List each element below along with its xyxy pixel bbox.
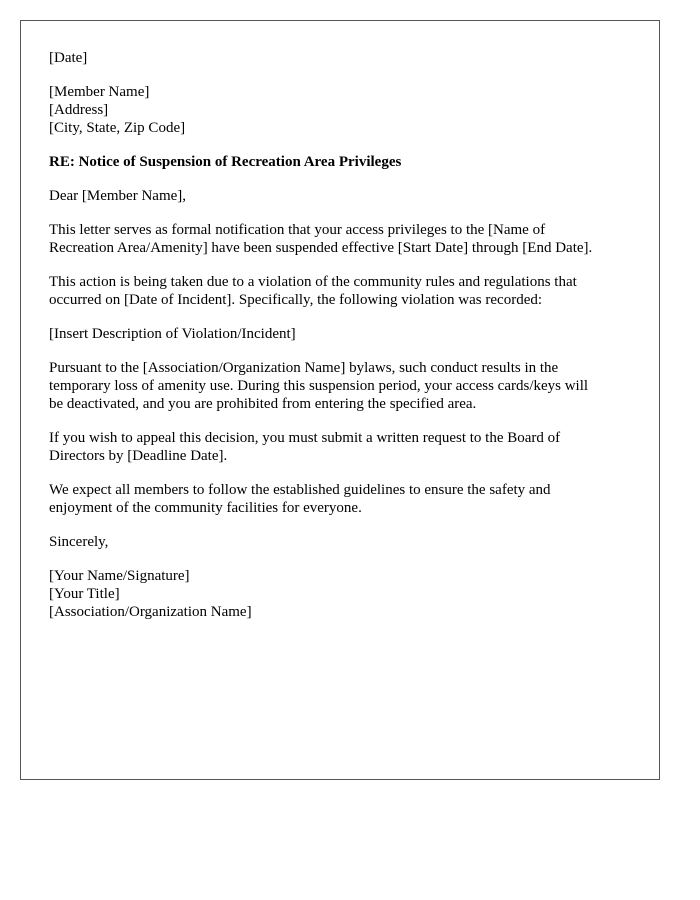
- paragraph-appeal: [49, 429, 639, 465]
- letter-page: [20, 20, 660, 780]
- letter-content: [49, 49, 639, 637]
- date-block: [49, 49, 639, 67]
- paragraph-line: enjoyment of the community facilities for everyone.: [49, 500, 362, 516]
- closing-block: [49, 533, 639, 551]
- paragraph-line: This action is being taken due to a violation of the community rules and regulations that: [49, 274, 577, 290]
- recipient-address: [Address]: [49, 102, 109, 118]
- paragraph-violation-description: [49, 325, 639, 343]
- paragraph-expectations: [49, 481, 639, 517]
- subject-line: [49, 153, 639, 171]
- paragraph-line: We expect all members to follow the established guidelines to ensure the safety and: [49, 482, 551, 498]
- paragraph-line: Recreation Area/Amenity] have been suspended effective [Start Date] through [End Date].: [49, 240, 593, 256]
- paragraph-line: occurred on [Date of Incident]. Specifically, the following violation was recorded:: [49, 292, 543, 308]
- salutation-block: [49, 187, 639, 205]
- paragraph-reason: [49, 273, 639, 309]
- signature-name: [Your Name/Signature]: [49, 568, 190, 584]
- paragraph-line: This letter serves as formal notification that your access privileges to the [Name of: [49, 222, 546, 238]
- signature-block: [49, 567, 639, 621]
- paragraph-notification: [49, 221, 639, 257]
- paragraph-bylaws: [49, 359, 639, 413]
- recipient-city-state-zip: [City, State, Zip Code]: [49, 120, 186, 136]
- closing: Sincerely,: [49, 534, 109, 550]
- subject-text: RE: Notice of Suspension of Recreation Area Privileges: [49, 154, 402, 170]
- recipient-block: [49, 83, 639, 137]
- paragraph-line: Directors by [Deadline Date].: [49, 448, 228, 464]
- letter-date: [Date]: [49, 50, 88, 66]
- paragraph-line: temporary loss of amenity use. During this suspension period, your access cards/keys will: [49, 378, 589, 394]
- paragraph-line: If you wish to appeal this decision, you must submit a written request to the Board of: [49, 430, 561, 446]
- paragraph-line: [Insert Description of Violation/Incident]: [49, 326, 296, 342]
- recipient-name: [Member Name]: [49, 84, 150, 100]
- salutation: Dear [Member Name],: [49, 188, 187, 204]
- signature-organization: [Association/Organization Name]: [49, 604, 252, 620]
- signature-title: [Your Title]: [49, 586, 120, 602]
- paragraph-line: Pursuant to the [Association/Organization Name] bylaws, such conduct results in the: [49, 360, 559, 376]
- paragraph-line: be deactivated, and you are prohibited from entering the specified area.: [49, 396, 477, 412]
